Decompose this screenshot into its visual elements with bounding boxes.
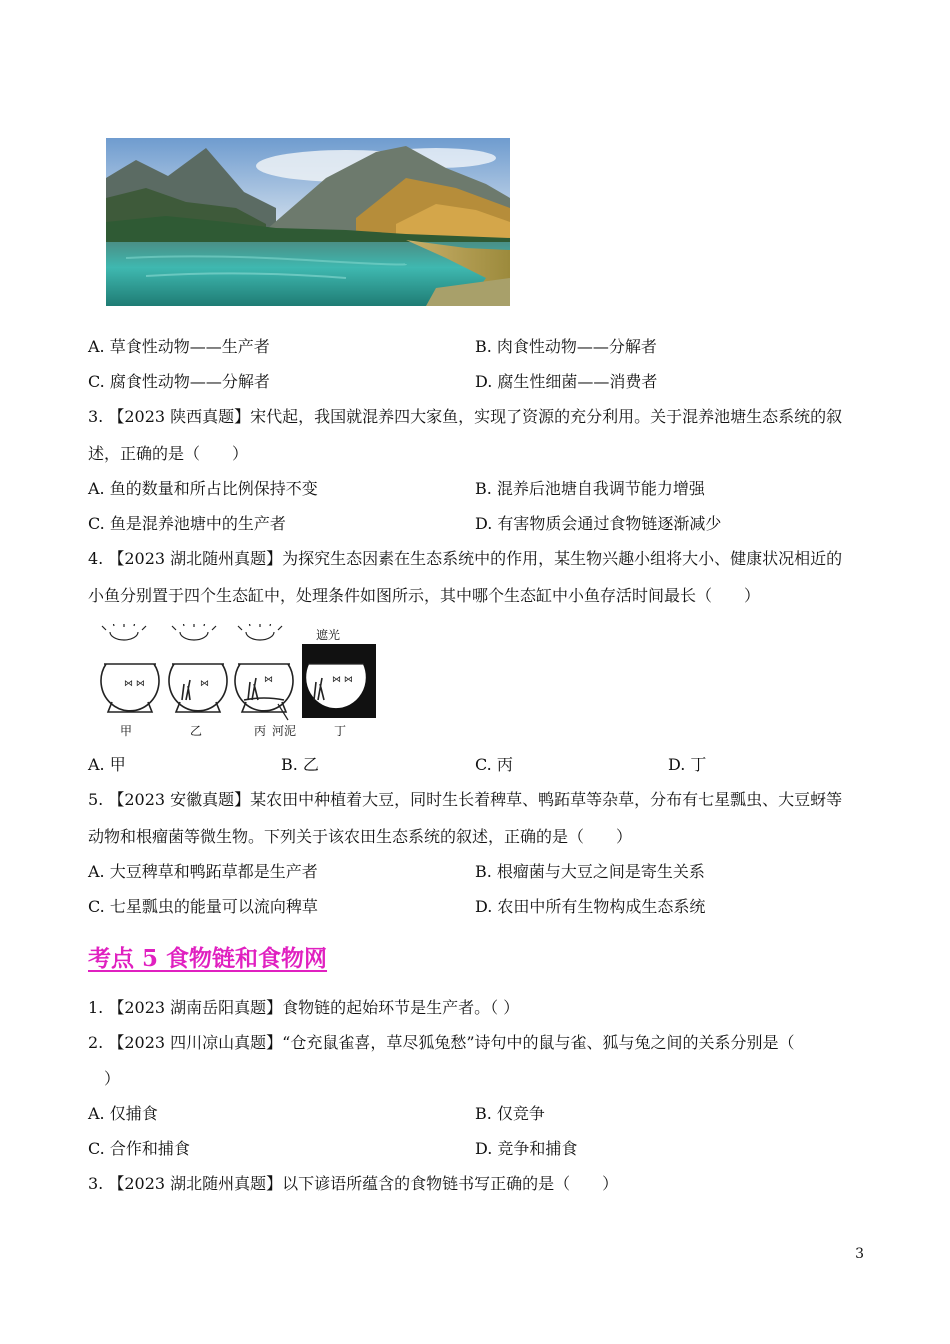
s5-q2-option-a: A. 仅捕食 [88,1104,158,1123]
sun-icon [172,624,216,640]
q3-stem-line1: 3. 【2023 陕西真题】宋代起，我国就混养四大家鱼，实现了资源的充分利用。关于混养池塘生态系统的叙 [88,407,843,426]
q5-option-b: B. 根瘤菌与大豆之间是寄生关系 [475,862,705,881]
q3-option-d: D. 有害物质会通过食物链逐渐减少 [475,514,722,533]
svg-text:⋈: ⋈ [200,679,209,689]
s5-q2-stem-line2: ） [104,1069,121,1088]
tank-label-bing: 丙 [254,724,267,738]
q2-option-b: B. 肉食性动物——分解者 [475,337,657,356]
q4-option-b: B. 乙 [281,755,319,774]
s5-q2-option-d: D. 竞争和捕食 [475,1139,578,1158]
svg-text:⋈ ⋈: ⋈ ⋈ [332,675,353,685]
q4-option-a: A. 甲 [88,755,126,774]
q5-option-d: D. 农田中所有生物构成生态系统 [475,897,706,916]
q4-option-c: C. 丙 [475,755,513,774]
q5-stem-line1: 5. 【2023 安徽真题】某农田中种植着大豆，同时生长着稗草、鸭跖草等杂草，分布有七星瓢虫、大豆蚜等 [88,790,843,809]
eco-tank-figure [96,624,378,740]
s5-q2-option-b: B. 仅竞争 [475,1104,545,1123]
q4-stem-line2: 小鱼分别置于四个生态缸中，处理条件如图所示，其中哪个生态缸中小鱼存活时间最长（ ） [88,586,761,605]
tank-label-ding: 丁 [334,724,347,738]
s5-q3-stem: 3. 【2023 湖北随州真题】以下谚语所蕴含的食物链书写正确的是（ ） [88,1174,619,1193]
q4-stem-line1: 4. 【2023 湖北随州真题】为探究生态因素在生态系统中的作用，某生物兴趣小组将大小、健康状况相近的 [88,549,843,568]
tank-label-yi: 乙 [190,724,203,738]
q5-stem-line2: 动物和根瘤菌等微生物。下列关于该农田生态系统的叙述，正确的是（ ） [88,827,633,846]
q3-option-b: B. 混养后池塘自我调节能力增强 [475,479,705,498]
section-heading: 考点 5 食物链和食物网 [88,945,328,972]
svg-text:⋈: ⋈ [264,675,273,685]
s5-q1-stem: 1. 【2023 湖南岳阳真题】食物链的起始环节是生产者。（ ） [88,998,520,1017]
q2-option-a: A. 草食性动物——生产者 [88,337,270,356]
svg-text:⋈ ⋈: ⋈ ⋈ [124,679,145,689]
q5-option-c: C. 七星瓢虫的能量可以流向稗草 [88,897,318,916]
tank-label-jia: 甲 [120,724,133,738]
shade-label: 遮光 [316,628,341,642]
mud-label: 河泥 [272,724,297,738]
q2-option-c: C. 腐食性动物——分解者 [88,372,270,391]
page-number: 3 [855,1246,864,1262]
q2-option-d: D. 腐生性细菌——消费者 [475,372,658,391]
s5-q2-stem-line1: 2. 【2023 四川凉山真题】“仓充鼠雀喜，草尽狐兔愁”诗句中的鼠与雀、狐与兔之间的关系分别是（ [88,1033,795,1052]
sun-icon [238,624,282,640]
q3-option-c: C. 鱼是混养池塘中的生产者 [88,514,286,533]
q3-option-a: A. 鱼的数量和所占比例保持不变 [88,479,318,498]
q3-stem-line2: 述，正确的是（ ） [88,444,249,463]
q4-option-d: D. 丁 [668,755,707,774]
s5-q2-option-c: C. 合作和捕食 [88,1139,190,1158]
q5-option-a: A. 大豆稗草和鸭跖草都是生产者 [88,862,318,881]
lake-landscape-photo [106,138,510,306]
sun-icon [102,624,146,640]
